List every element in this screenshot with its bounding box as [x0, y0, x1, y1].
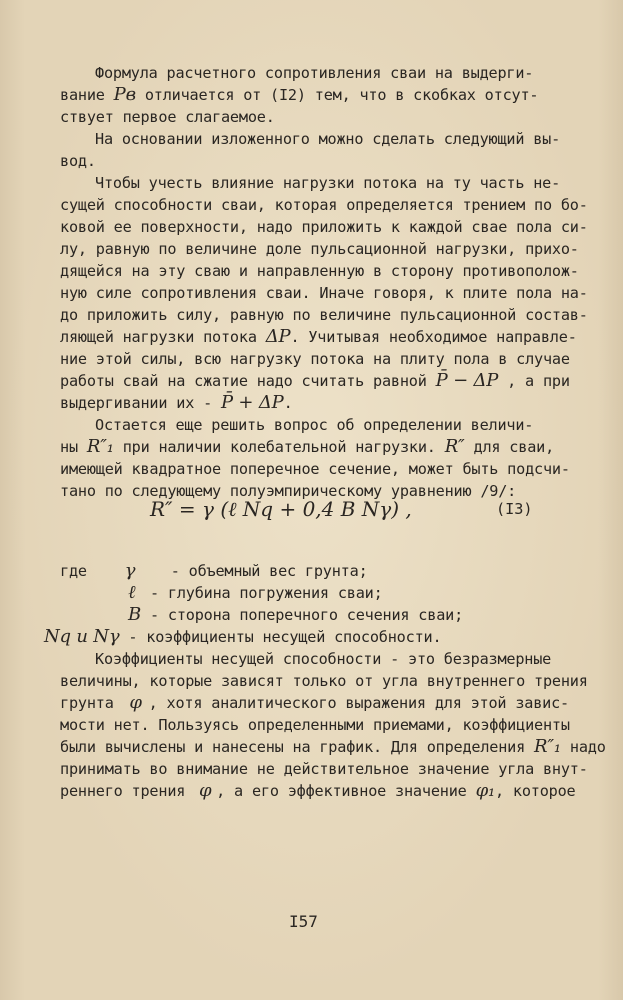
- page-number: I57: [289, 912, 318, 931]
- text-line: вод.: [60, 152, 96, 170]
- legend-line: ℓ - глубина погружения сваи;: [128, 582, 383, 603]
- equation-formula: R″ = γ (ℓ Nq + 0,4 B Nγ) ,: [150, 497, 412, 521]
- legend-line: Nq и Nγ - коэффициенты несущей способности.: [44, 626, 442, 647]
- text-line: тано по следующему полуэмпирическому уравнению /9/:: [60, 482, 517, 500]
- symbol-p-minus-delta-p: P̄ − ΔP: [435, 370, 499, 391]
- symbol-phi: φ: [198, 780, 212, 801]
- symbol-gamma: γ: [124, 560, 136, 581]
- text-line: до приложить силу, равную по величине пульсационной состав-: [60, 306, 588, 324]
- text-line: ляющей нагрузки потока ΔP. Учитывая необходимое направле-: [60, 326, 577, 347]
- equation-number: (I3): [496, 500, 533, 518]
- text-line: ны R″₁ при наличии колебательной нагрузки. R″ для сваи,: [60, 436, 555, 457]
- text-line: Формула расчетного сопротивления сваи на выдерги-: [95, 64, 534, 82]
- text-line: вание Pв отличается от (I2) тем, что в скобках отсут-: [60, 84, 539, 105]
- text-line: ковой ее поверхности, надо приложить к каждой свае пола си-: [60, 218, 588, 236]
- text-line: принимать во внимание не действительное значение угла внут-: [60, 760, 588, 778]
- text-line: Коэффициенты несущей способности - это безразмерные: [95, 650, 552, 668]
- symbol-r: R″: [444, 436, 465, 457]
- text-line: грунта φ , хотя аналитического выражения для этой завис-: [60, 692, 569, 713]
- text-line: На основании изложенного можно сделать следующий вы-: [95, 130, 561, 148]
- text-line: ную силе сопротивления сваи. Иначе говоря, к плите пола на-: [60, 284, 588, 302]
- symbol-b: B: [128, 604, 142, 625]
- text-line: выдергивании их - P̄ + ΔP.: [60, 392, 293, 413]
- text-line: Остается еще решить вопрос об определении величи-: [95, 416, 534, 434]
- text-line: были вычислены и нанесены на график. Для определения R″₁ надо: [60, 736, 606, 757]
- symbol-r1: R″₁: [86, 436, 114, 457]
- text-line: лу, равную по величине доле пульсационной нагрузки, прихо-: [60, 240, 579, 258]
- symbol-delta-p: ΔP: [265, 326, 291, 347]
- symbol-phi1: φ₁: [475, 780, 495, 801]
- symbol-phi: φ: [129, 692, 142, 713]
- legend-where: где: [60, 562, 87, 580]
- text-line: сущей способности сваи, которая определяется трением по бо-: [60, 196, 588, 214]
- legend-line: где γ - объемный вес грунта;: [60, 560, 368, 581]
- text-line: реннего трения φ , а его эффективное значение φ₁, которое: [60, 780, 576, 801]
- symbol-r1: R″₁: [534, 736, 561, 757]
- symbol-n-coefficients: Nq и Nγ: [44, 626, 120, 647]
- text-line: Чтобы учесть влияние нагрузки потока на ту часть не-: [95, 174, 561, 192]
- text-line: имеющей квадратное поперечное сечение, может быть подсчи-: [60, 460, 570, 478]
- symbol-p-v: Pв: [113, 84, 136, 105]
- text-line: ние этой силы, всю нагрузку потока на плиту пола в случае: [60, 350, 570, 368]
- symbol-p-plus-delta-p: P̄ + ΔP: [221, 392, 284, 413]
- text-line: ствует первое слагаемое.: [60, 108, 275, 126]
- text-line: величины, которые зависят только от угла внутреннего трения: [60, 672, 588, 690]
- text-line: дящейся на эту сваю и направленную в сторону противополож-: [60, 262, 579, 280]
- text-line: мости нет. Пользуясь определенными приемами, коэффициенты: [60, 716, 570, 734]
- legend-line: B - сторона поперечного сечения сваи;: [128, 604, 464, 625]
- symbol-l: ℓ: [128, 582, 136, 603]
- text-line: работы свай на сжатие надо считать равной P̄ − ΔP , а при: [60, 370, 570, 391]
